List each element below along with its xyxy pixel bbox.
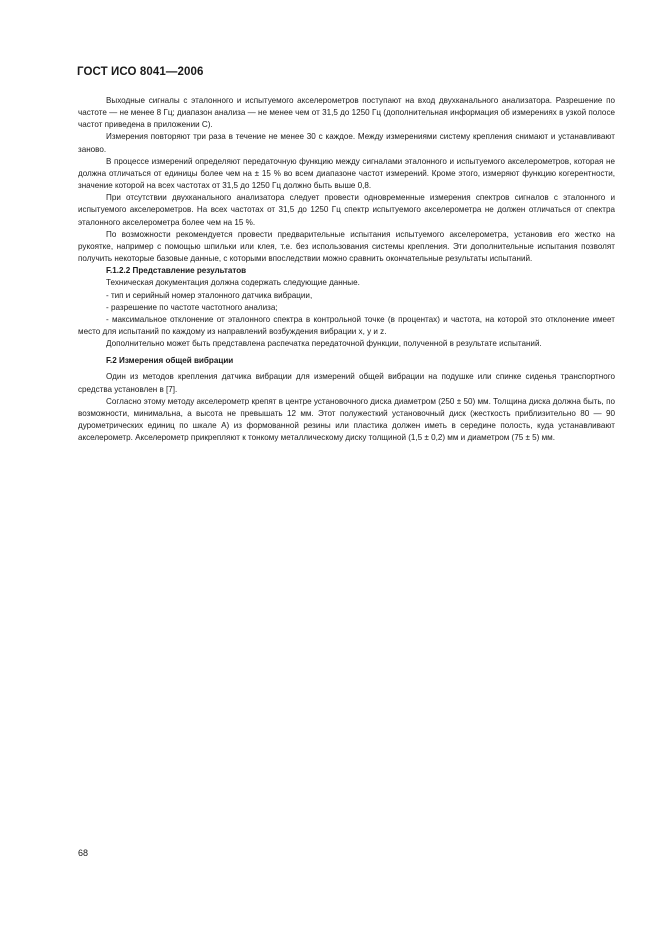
paragraph: Измерения повторяют три раза в течение не менее 30 с каждое. Между измерениями систему крепления снимают и устанавливают заново.: [78, 132, 615, 154]
paragraph: При отсутствии двухканального анализатора следует провести одновременные измерения спектров сигналов с эталонного и испытуемого акселерометров. На всех частотах от 31,5 до 1250 Гц спектр испытуемого акселерометра не должен отличаться от спектра эталонного акселерометра более чем на 15 %.: [78, 193, 615, 227]
list-item: - разрешение по частоте частотного анализа;: [106, 302, 278, 312]
paragraph: Выходные сигналы с эталонного и испытуемого акселерометров поступают на вход двухканального анализатора. Разрешение по частоте — не менее 8 Гц; диапазон анализа — не менее чем от 31,5 до 1250 Гц (дополнительная информация об измерениях в узкой полосе частот приведена в приложении С).: [78, 96, 615, 130]
section-heading-f122: F.1.2.2 Представление результатов: [106, 266, 247, 276]
list-item: - тип и серийный номер эталонного датчика вибрации,: [106, 290, 313, 300]
paragraph: Согласно этому методу акселерометр крепят в центре установочного диска диаметром (250 ± 50) мм. Толщина диска должна быть, по возможности, минимальна, а высота не превышать 12 мм. Этот полужесткий установочный диск (жесткость приблизительно 80 — 90 дурометрических единиц по шкале А) из формованной резины или пластика должен иметь в середине полость, куда устанавливают акселерометр. Акселерометр прикрепляют к тонкому металлическому диску толщиной (1,5 ± 0,2) мм и диаметром (75 ± 5) мм.: [78, 396, 615, 443]
section-heading-f2: F.2 Измерения общей вибрации: [106, 356, 234, 366]
page-number: 68: [78, 848, 89, 858]
document-body: [78, 95, 615, 444]
paragraph: Один из методов крепления датчика вибрации для измерений общей вибрации на подушке или спинке сиденья транспортного средства установлен в [7].: [78, 372, 615, 394]
list-item: - максимальное отклонение от эталонного спектра в контрольной точке (в процентах) и частота, на которой это отклонение имеет место для испытаний по каждому из направлений возбуждения вибрации x, y и z.: [78, 314, 615, 336]
paragraph: Дополнительно может быть представлена распечатка передаточной функции, полученной в результате испытаний.: [106, 339, 542, 349]
paragraph: По возможности рекомендуется провести предварительные испытания испытуемого акселерометра, установив его жестко на рукоятке, например с помощью шпильки или клея, т.е. без использования системы крепления. Эти дополнительные испытания позволят получить некоторые базовые данные, с которыми впоследствии можно сравнить окончательные результаты испытаний.: [78, 229, 615, 264]
paragraph: В процессе измерений определяют передаточную функцию между сигналами эталонного и испытуемого акселерометров, которая не должна отличаться от единицы более чем на ± 15 % во всем диапазоне частот измерений. Кроме этого, измеряют функцию когерентности, значение которой на всех частотах от 31,5 до 1250 Гц должно быть выше 0,8.: [78, 156, 615, 191]
document-header: ГОСТ ИСО 8041—2006: [77, 66, 204, 78]
paragraph: Техническая документация должна содержать следующие данные.: [106, 278, 360, 288]
